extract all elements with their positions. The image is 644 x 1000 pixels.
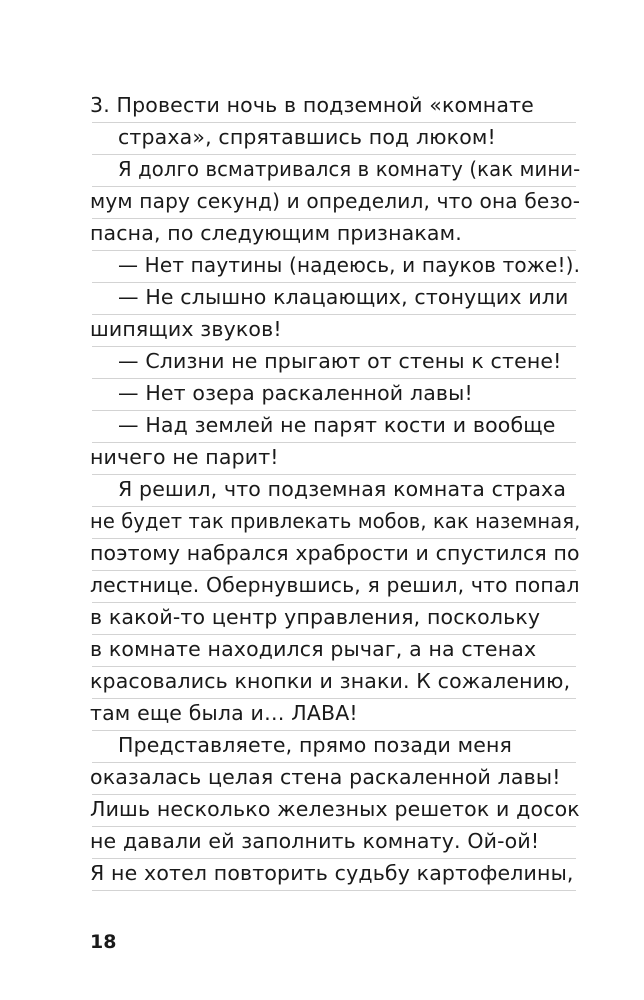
text-line: красовались кнопки и знаки. К сожалению, bbox=[90, 669, 571, 693]
text-line: лестнице. Обернувшись, я решил, что попал bbox=[90, 573, 580, 597]
text-line: поэтому набрался храбрости и спустился по bbox=[90, 541, 580, 565]
text-line: Я долго всматривался в комнату (как мини- bbox=[118, 157, 581, 181]
text-line: 3. Провести ночь в подземной «комнате bbox=[90, 93, 534, 117]
text-line: там еще была и… ЛАВА! bbox=[90, 701, 358, 725]
text-line: в комнате находился рычаг, а на стенах bbox=[90, 637, 537, 661]
text-line: — Нет паутины (надеюсь, и пауков тоже!). bbox=[118, 253, 581, 277]
text-line: — Над землей не парят кости и вообще bbox=[118, 413, 556, 437]
text-line: Представляете, прямо позади меня bbox=[118, 733, 513, 757]
text-line: Я не хотел повторить судьбу картофелины, bbox=[90, 861, 574, 885]
text-line: — Не слышно клацающих, стонущих или bbox=[118, 285, 569, 309]
text-line: Лишь несколько железных решеток и досок bbox=[90, 797, 580, 821]
text-line: — Слизни не прыгают от стены к стене! bbox=[118, 349, 562, 373]
text-line: Я решил, что подземная комната страха bbox=[118, 477, 567, 501]
text-line: — Нет озера раскаленной лавы! bbox=[118, 381, 473, 405]
text-line: в какой-то центр управления, поскольку bbox=[90, 605, 541, 629]
text-line: не давали ей заполнить комнату. Ой-ой! bbox=[90, 829, 540, 853]
text-line: не будет так привлекать мобов, как наземная, bbox=[90, 509, 581, 533]
page-number: 18 bbox=[90, 931, 117, 953]
text-line: оказалась целая стена раскаленной лавы! bbox=[90, 765, 561, 789]
text-line: мум пару секунд) и определил, что она безо- bbox=[90, 189, 581, 213]
text-line: ничего не парит! bbox=[90, 445, 279, 469]
text-line: пасна, по следующим признакам. bbox=[90, 221, 462, 245]
text-line: шипящих звуков! bbox=[90, 317, 282, 341]
text-line: страха», спрятавшись под люком! bbox=[118, 125, 496, 149]
